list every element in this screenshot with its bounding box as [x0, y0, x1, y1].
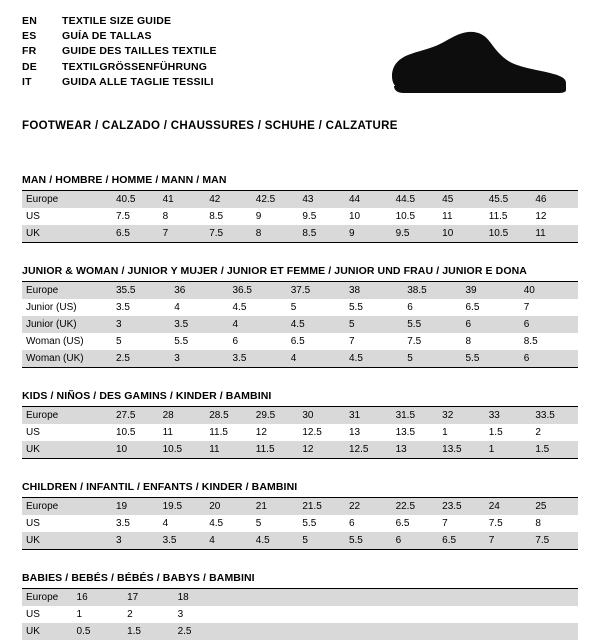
- cell: 10.5: [116, 427, 136, 438]
- cell: 5: [298, 532, 345, 549]
- cell: 11: [531, 225, 578, 242]
- cell: 4: [174, 302, 180, 313]
- row-label: Europe: [22, 498, 112, 515]
- section-children: [22, 481, 578, 550]
- cell: 4.5: [287, 316, 345, 333]
- cell-empty: [426, 589, 477, 606]
- cell: 8: [162, 211, 169, 222]
- cell: 1.5: [488, 427, 503, 438]
- cell: 45.5: [485, 191, 532, 208]
- cell-empty: [477, 589, 528, 606]
- cell: 3.5: [159, 532, 206, 549]
- cell: 0.5: [73, 623, 124, 640]
- cell: 10: [348, 211, 361, 222]
- cell-empty: [224, 606, 275, 623]
- cell: 12.5: [345, 441, 392, 458]
- cell: 8: [465, 336, 472, 347]
- cell: 44.5: [392, 191, 439, 208]
- cell: 7.5: [407, 336, 422, 347]
- cell: 13: [392, 441, 439, 458]
- cell: 42: [205, 191, 252, 208]
- table-row: [22, 606, 578, 623]
- cell: 7: [523, 302, 530, 313]
- language-code: IT: [22, 75, 32, 88]
- cell: 4: [229, 316, 287, 333]
- table-row: [22, 407, 578, 424]
- cell: 22.5: [392, 498, 439, 515]
- cell: 5.5: [462, 350, 520, 367]
- cell-empty: [275, 623, 326, 640]
- cell: 31.5: [392, 407, 439, 424]
- cell: 6.5: [290, 336, 305, 347]
- cell: 38: [345, 282, 403, 299]
- cell: 10.5: [159, 441, 206, 458]
- language-row: [22, 14, 217, 29]
- cell: 46: [531, 191, 578, 208]
- cell: 36.5: [229, 282, 287, 299]
- row-label: Woman (UK): [22, 350, 112, 367]
- cell: 6.5: [112, 225, 159, 242]
- cell: 33: [485, 407, 532, 424]
- language-row: [22, 44, 217, 59]
- cell: 12: [535, 211, 547, 222]
- cell: 10.5: [485, 225, 532, 242]
- cell: 6: [462, 316, 520, 333]
- cell: 1: [485, 441, 532, 458]
- cell: 8.5: [523, 336, 538, 347]
- cell: 5: [255, 518, 262, 529]
- row-label: Junior (UK): [22, 316, 112, 333]
- language-title: GUIDA ALLE TAGLIE TESSILI: [62, 75, 214, 88]
- row-label: US: [26, 609, 40, 620]
- cell: 27.5: [112, 407, 159, 424]
- cell-empty: [477, 623, 528, 640]
- cell: 16: [73, 589, 124, 606]
- cell: 3.5: [116, 302, 130, 313]
- cell-empty: [275, 589, 326, 606]
- cell: 8.5: [298, 225, 345, 242]
- table-row: [22, 225, 578, 242]
- cell: 1.5: [123, 623, 174, 640]
- cell: 9.5: [302, 211, 317, 222]
- table-row: [22, 350, 578, 367]
- cell: 4: [205, 532, 252, 549]
- cell: 6: [348, 518, 355, 529]
- cell: 35.5: [112, 282, 170, 299]
- table-row: [22, 299, 578, 316]
- table-row: [22, 333, 578, 350]
- row-label: Europe: [22, 407, 112, 424]
- cell: 43: [298, 191, 345, 208]
- cell-empty: [325, 606, 376, 623]
- cell: 4.5: [209, 518, 224, 529]
- cell: 6: [520, 316, 578, 333]
- table-row: [22, 498, 578, 515]
- language-title: GUÍA DE TALLAS: [62, 30, 152, 43]
- cell: 3.5: [170, 316, 228, 333]
- cell: 9: [345, 225, 392, 242]
- cell: 4.5: [252, 532, 299, 549]
- cell: 29.5: [252, 407, 299, 424]
- cell: 9.5: [392, 225, 439, 242]
- cell-empty: [477, 606, 528, 623]
- size-table-junior-woman: [22, 282, 578, 367]
- cell: 19: [112, 498, 159, 515]
- cell: 3: [112, 316, 170, 333]
- cell: 30: [298, 407, 345, 424]
- section-title: JUNIOR & WOMAN / JUNIOR Y MUJER / JUNIOR ET FEMME / JUNIOR UND FRAU / JUNIOR E DONA: [22, 265, 527, 277]
- table-row: [22, 441, 578, 458]
- section-title: BABIES / BEBÉS / BÉBÉS / BABYS / BAMBINI: [22, 572, 255, 584]
- cell: 5: [290, 302, 297, 313]
- cell: 1: [442, 427, 448, 438]
- cell: 19.5: [159, 498, 206, 515]
- cell: 7.5: [116, 211, 130, 222]
- cell: 7: [485, 532, 532, 549]
- cell: 13: [348, 427, 361, 438]
- cell: 11: [162, 427, 173, 438]
- cell: 28: [159, 407, 206, 424]
- cell: 2.5: [112, 350, 170, 367]
- row-label: Woman (US): [26, 336, 84, 347]
- table-row: [22, 316, 578, 333]
- row-label: US: [26, 427, 40, 438]
- table-row: [22, 208, 578, 225]
- cell: 41: [159, 191, 206, 208]
- cell: 3: [112, 532, 159, 549]
- row-label: UK: [22, 225, 112, 242]
- row-label: US: [26, 518, 40, 529]
- cell: 5.5: [349, 302, 363, 313]
- cell: 6: [392, 532, 439, 549]
- cell-empty: [224, 623, 275, 640]
- cell: 2: [535, 427, 541, 438]
- language-title: TEXTILE SIZE GUIDE: [62, 15, 172, 27]
- cell: 23.5: [438, 498, 485, 515]
- cell: 7: [349, 336, 355, 347]
- cell: 37.5: [287, 282, 345, 299]
- cell: 45: [438, 191, 485, 208]
- cell: 24: [485, 498, 532, 515]
- cell: 2.5: [174, 623, 225, 640]
- cell-empty: [426, 606, 477, 623]
- cell: 11: [205, 441, 252, 458]
- cell: 1.5: [531, 441, 578, 458]
- language-title-table: [22, 14, 217, 90]
- language-code: FR: [22, 45, 37, 58]
- cell: 40.5: [112, 191, 159, 208]
- cell-empty: [527, 623, 578, 640]
- cell: 17: [123, 589, 174, 606]
- cell-empty: [426, 623, 477, 640]
- cell: 12: [298, 441, 345, 458]
- cell: 6: [520, 350, 578, 367]
- size-table-babies: [22, 589, 578, 640]
- language-title: GUIDE DES TAILLES TEXTILE: [62, 45, 217, 58]
- cell: 7: [159, 225, 206, 242]
- cell: 20: [205, 498, 252, 515]
- table-row: [22, 515, 578, 532]
- cell: 4: [162, 518, 169, 529]
- cell-empty: [376, 606, 427, 623]
- section-junior-woman: [22, 265, 578, 368]
- cell: 4: [287, 350, 345, 367]
- cell: 8.5: [209, 211, 224, 222]
- cell: 44: [345, 191, 392, 208]
- document-header: [22, 14, 578, 106]
- cell: 6: [407, 302, 413, 313]
- cell: 10.5: [395, 211, 416, 222]
- section-title: KIDS / NIÑOS / DES GAMINS / KINDER / BAMBINI: [22, 390, 272, 402]
- cell: 4.5: [232, 302, 247, 313]
- cell: 12: [255, 427, 267, 438]
- divider: [22, 242, 578, 243]
- cell: 11.5: [252, 441, 299, 458]
- cell: 12.5: [302, 427, 322, 438]
- cell-empty: [527, 606, 578, 623]
- cell: 4.5: [345, 350, 403, 367]
- cell: 31: [345, 407, 392, 424]
- table-row: [22, 191, 578, 208]
- cell-empty: [325, 589, 376, 606]
- cell: 39: [462, 282, 520, 299]
- cell: 5: [403, 350, 461, 367]
- cell: 8: [252, 225, 299, 242]
- cell: 7: [442, 518, 448, 529]
- row-label: Junior (US): [26, 302, 77, 313]
- divider: [22, 549, 578, 550]
- cell: 6.5: [395, 518, 410, 529]
- cell-empty: [376, 589, 427, 606]
- cell-empty: [275, 606, 326, 623]
- row-label: UK: [22, 441, 112, 458]
- table-row: [22, 282, 578, 299]
- size-table-children: [22, 498, 578, 549]
- cell: 1: [76, 609, 83, 620]
- cell: 5.5: [174, 336, 189, 347]
- cell: 5.5: [403, 316, 461, 333]
- cell: 21.5: [298, 498, 345, 515]
- table-row: [22, 532, 578, 549]
- section-man: [22, 174, 578, 243]
- dress-shoe-silhouette-icon: [384, 30, 574, 96]
- cell: 36: [170, 282, 228, 299]
- cell: 22: [345, 498, 392, 515]
- cell: 3: [177, 609, 184, 620]
- section-title: CHILDREN / INFANTIL / ENFANTS / KINDER / BAMBINI: [22, 481, 298, 493]
- row-label: Europe: [22, 191, 112, 208]
- language-code: DE: [22, 60, 37, 73]
- language-row: [22, 60, 217, 75]
- cell: 33.5: [531, 407, 578, 424]
- row-label: US: [26, 211, 40, 222]
- row-label: Europe: [22, 282, 112, 299]
- cell: 6.5: [465, 302, 480, 313]
- section-title: MAN / HOMBRE / HOMME / MANN / MAN: [22, 174, 227, 186]
- cell: 2: [127, 609, 133, 620]
- table-row: [22, 623, 578, 640]
- cell: 5: [345, 316, 403, 333]
- cell: 10: [438, 225, 485, 242]
- cell: 21: [252, 498, 299, 515]
- section-kids: [22, 390, 578, 459]
- cell: 3.5: [116, 518, 130, 529]
- row-label: UK: [22, 623, 73, 640]
- cell: 13.5: [438, 441, 485, 458]
- cell-empty: [325, 623, 376, 640]
- table-row: [22, 589, 578, 606]
- cell: 7.5: [205, 225, 252, 242]
- cell: 6.5: [438, 532, 485, 549]
- cell: 38.5: [403, 282, 461, 299]
- cell: 5: [116, 336, 122, 347]
- cell: 13.5: [395, 427, 416, 438]
- cell-empty: [376, 623, 427, 640]
- cell: 32: [438, 407, 485, 424]
- cell: 42.5: [252, 191, 299, 208]
- language-code: EN: [22, 15, 37, 27]
- cell: 5.5: [302, 518, 317, 529]
- row-label: Europe: [22, 589, 73, 606]
- cell: 3: [170, 350, 228, 367]
- cell: 18: [174, 589, 225, 606]
- divider: [22, 367, 578, 368]
- language-row: [22, 75, 217, 90]
- table-row: [22, 424, 578, 441]
- cell: 7.5: [531, 532, 578, 549]
- cell: 7.5: [488, 518, 503, 529]
- cell: 11: [442, 211, 453, 222]
- cell: 5.5: [345, 532, 392, 549]
- language-row: [22, 29, 217, 44]
- cell: 9: [255, 211, 262, 222]
- section-babies: [22, 572, 578, 640]
- cell-empty: [527, 589, 578, 606]
- cell: 28.5: [205, 407, 252, 424]
- cell: 11.5: [209, 427, 228, 438]
- cell: 6: [232, 336, 239, 347]
- cell: 11.5: [488, 211, 508, 222]
- size-table-man: [22, 191, 578, 242]
- cell: 25: [531, 498, 578, 515]
- cell: 40: [520, 282, 578, 299]
- language-title: TEXTILGRÖSSENFÜHRUNG: [62, 60, 208, 73]
- size-table-kids: [22, 407, 578, 458]
- language-code: ES: [22, 30, 37, 43]
- cell: 10: [112, 441, 159, 458]
- cell: 8: [535, 518, 541, 529]
- category-heading: FOOTWEAR / CALZADO / CHAUSSURES / SCHUHE / CALZATURE: [22, 120, 398, 132]
- cell-empty: [224, 589, 275, 606]
- divider: [22, 458, 578, 459]
- cell: 3.5: [229, 350, 287, 367]
- row-label: UK: [22, 532, 112, 549]
